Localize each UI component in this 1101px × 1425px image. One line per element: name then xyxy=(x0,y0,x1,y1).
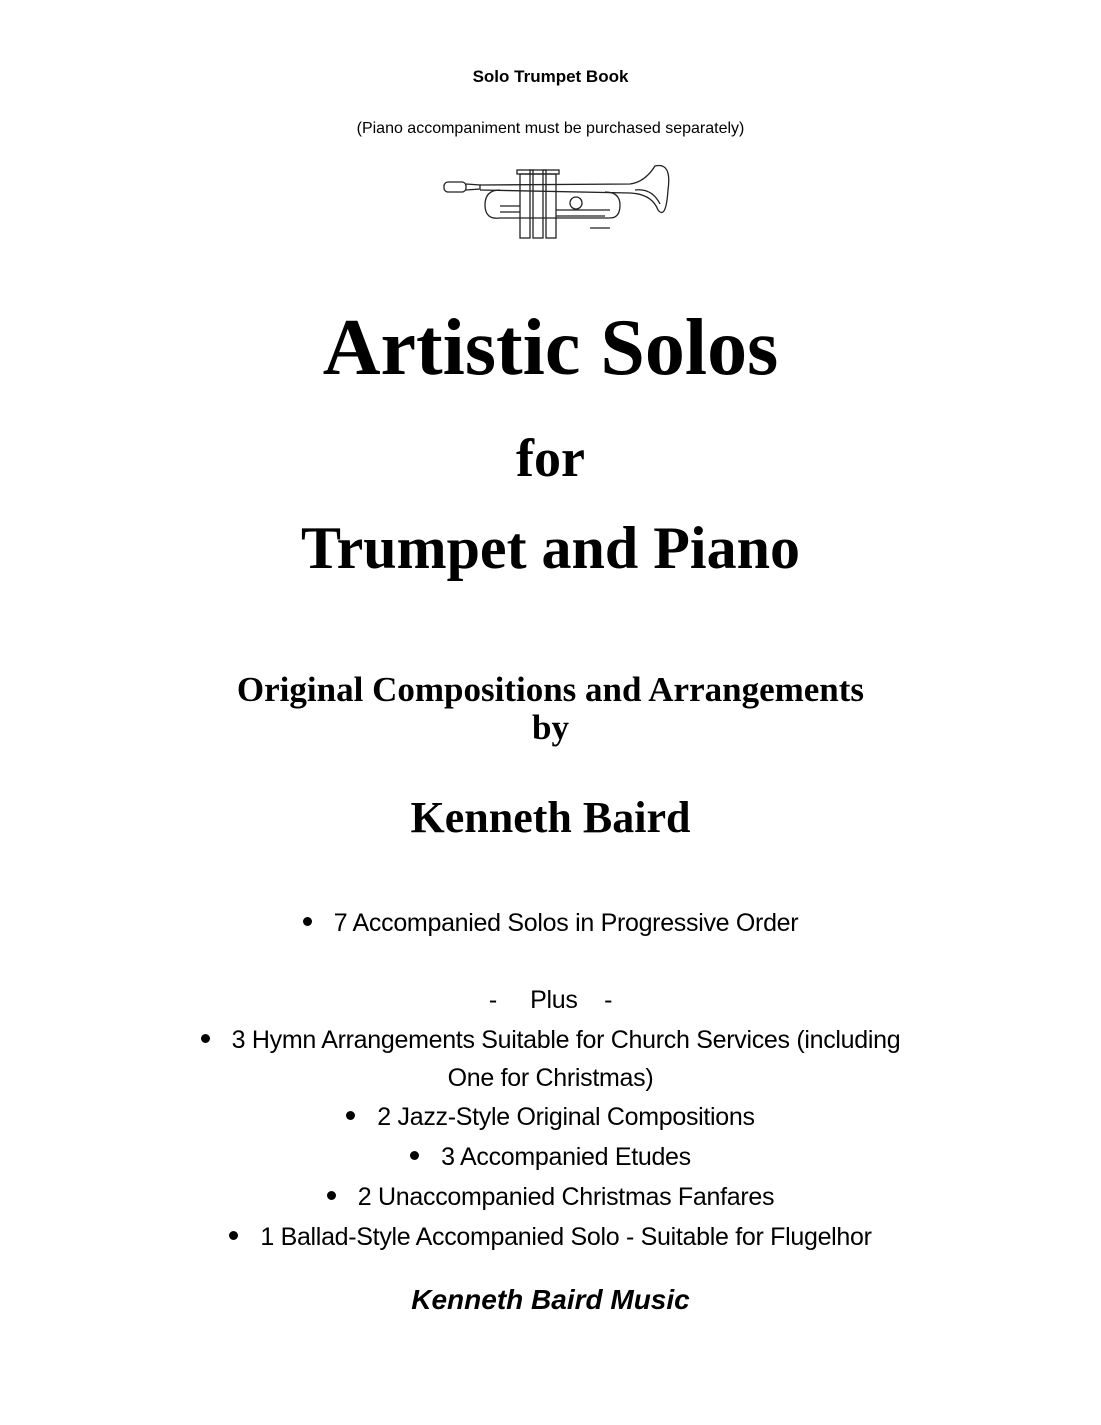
list-item xyxy=(0,1142,1101,1172)
title-instruments: Trumpet and Piano xyxy=(301,515,800,581)
list-item xyxy=(0,908,1101,938)
list-item-text: 1 Ballad-Style Accompanied Solo - Suitable for Flugelhor xyxy=(260,1223,872,1251)
list-item-continuation: One for Christmas) xyxy=(447,1064,654,1092)
bullet-icon xyxy=(201,1034,210,1043)
author-name: Kenneth Baird xyxy=(410,793,691,842)
list-item-text: 2 Unaccompanied Christmas Fanfares xyxy=(357,1183,775,1211)
list-item-text: 7 Accompanied Solos in Progressive Order xyxy=(333,909,799,937)
publisher-name: Kenneth Baird Music xyxy=(411,1284,690,1315)
list-item xyxy=(0,1025,1101,1055)
subtitle-description: Original Compositions and Arrangements xyxy=(236,670,865,709)
plus-separator: - Plus - xyxy=(488,986,613,1014)
list-item xyxy=(0,1222,1101,1252)
title-main: Artistic Solos xyxy=(322,304,779,392)
title-connector: for xyxy=(516,428,585,488)
book-type-label: Solo Trumpet Book xyxy=(472,67,629,86)
bullet-icon xyxy=(327,1191,336,1200)
subtitle-by: by xyxy=(532,708,569,747)
list-item-text: 2 Jazz-Style Original Compositions xyxy=(377,1103,755,1131)
list-item xyxy=(0,1102,1101,1132)
bullet-icon xyxy=(303,917,312,926)
list-item-text: 3 Accompanied Etudes xyxy=(441,1143,691,1171)
list-item xyxy=(0,1182,1101,1212)
accompaniment-note: (Piano accompaniment must be purchased separately) xyxy=(356,120,745,137)
list-item-text: 3 Hymn Arrangements Suitable for Church Services (including xyxy=(231,1026,901,1054)
bullet-icon xyxy=(229,1231,238,1240)
bullet-icon xyxy=(346,1111,355,1120)
trumpet-icon xyxy=(440,160,675,242)
bullet-icon xyxy=(410,1151,419,1160)
